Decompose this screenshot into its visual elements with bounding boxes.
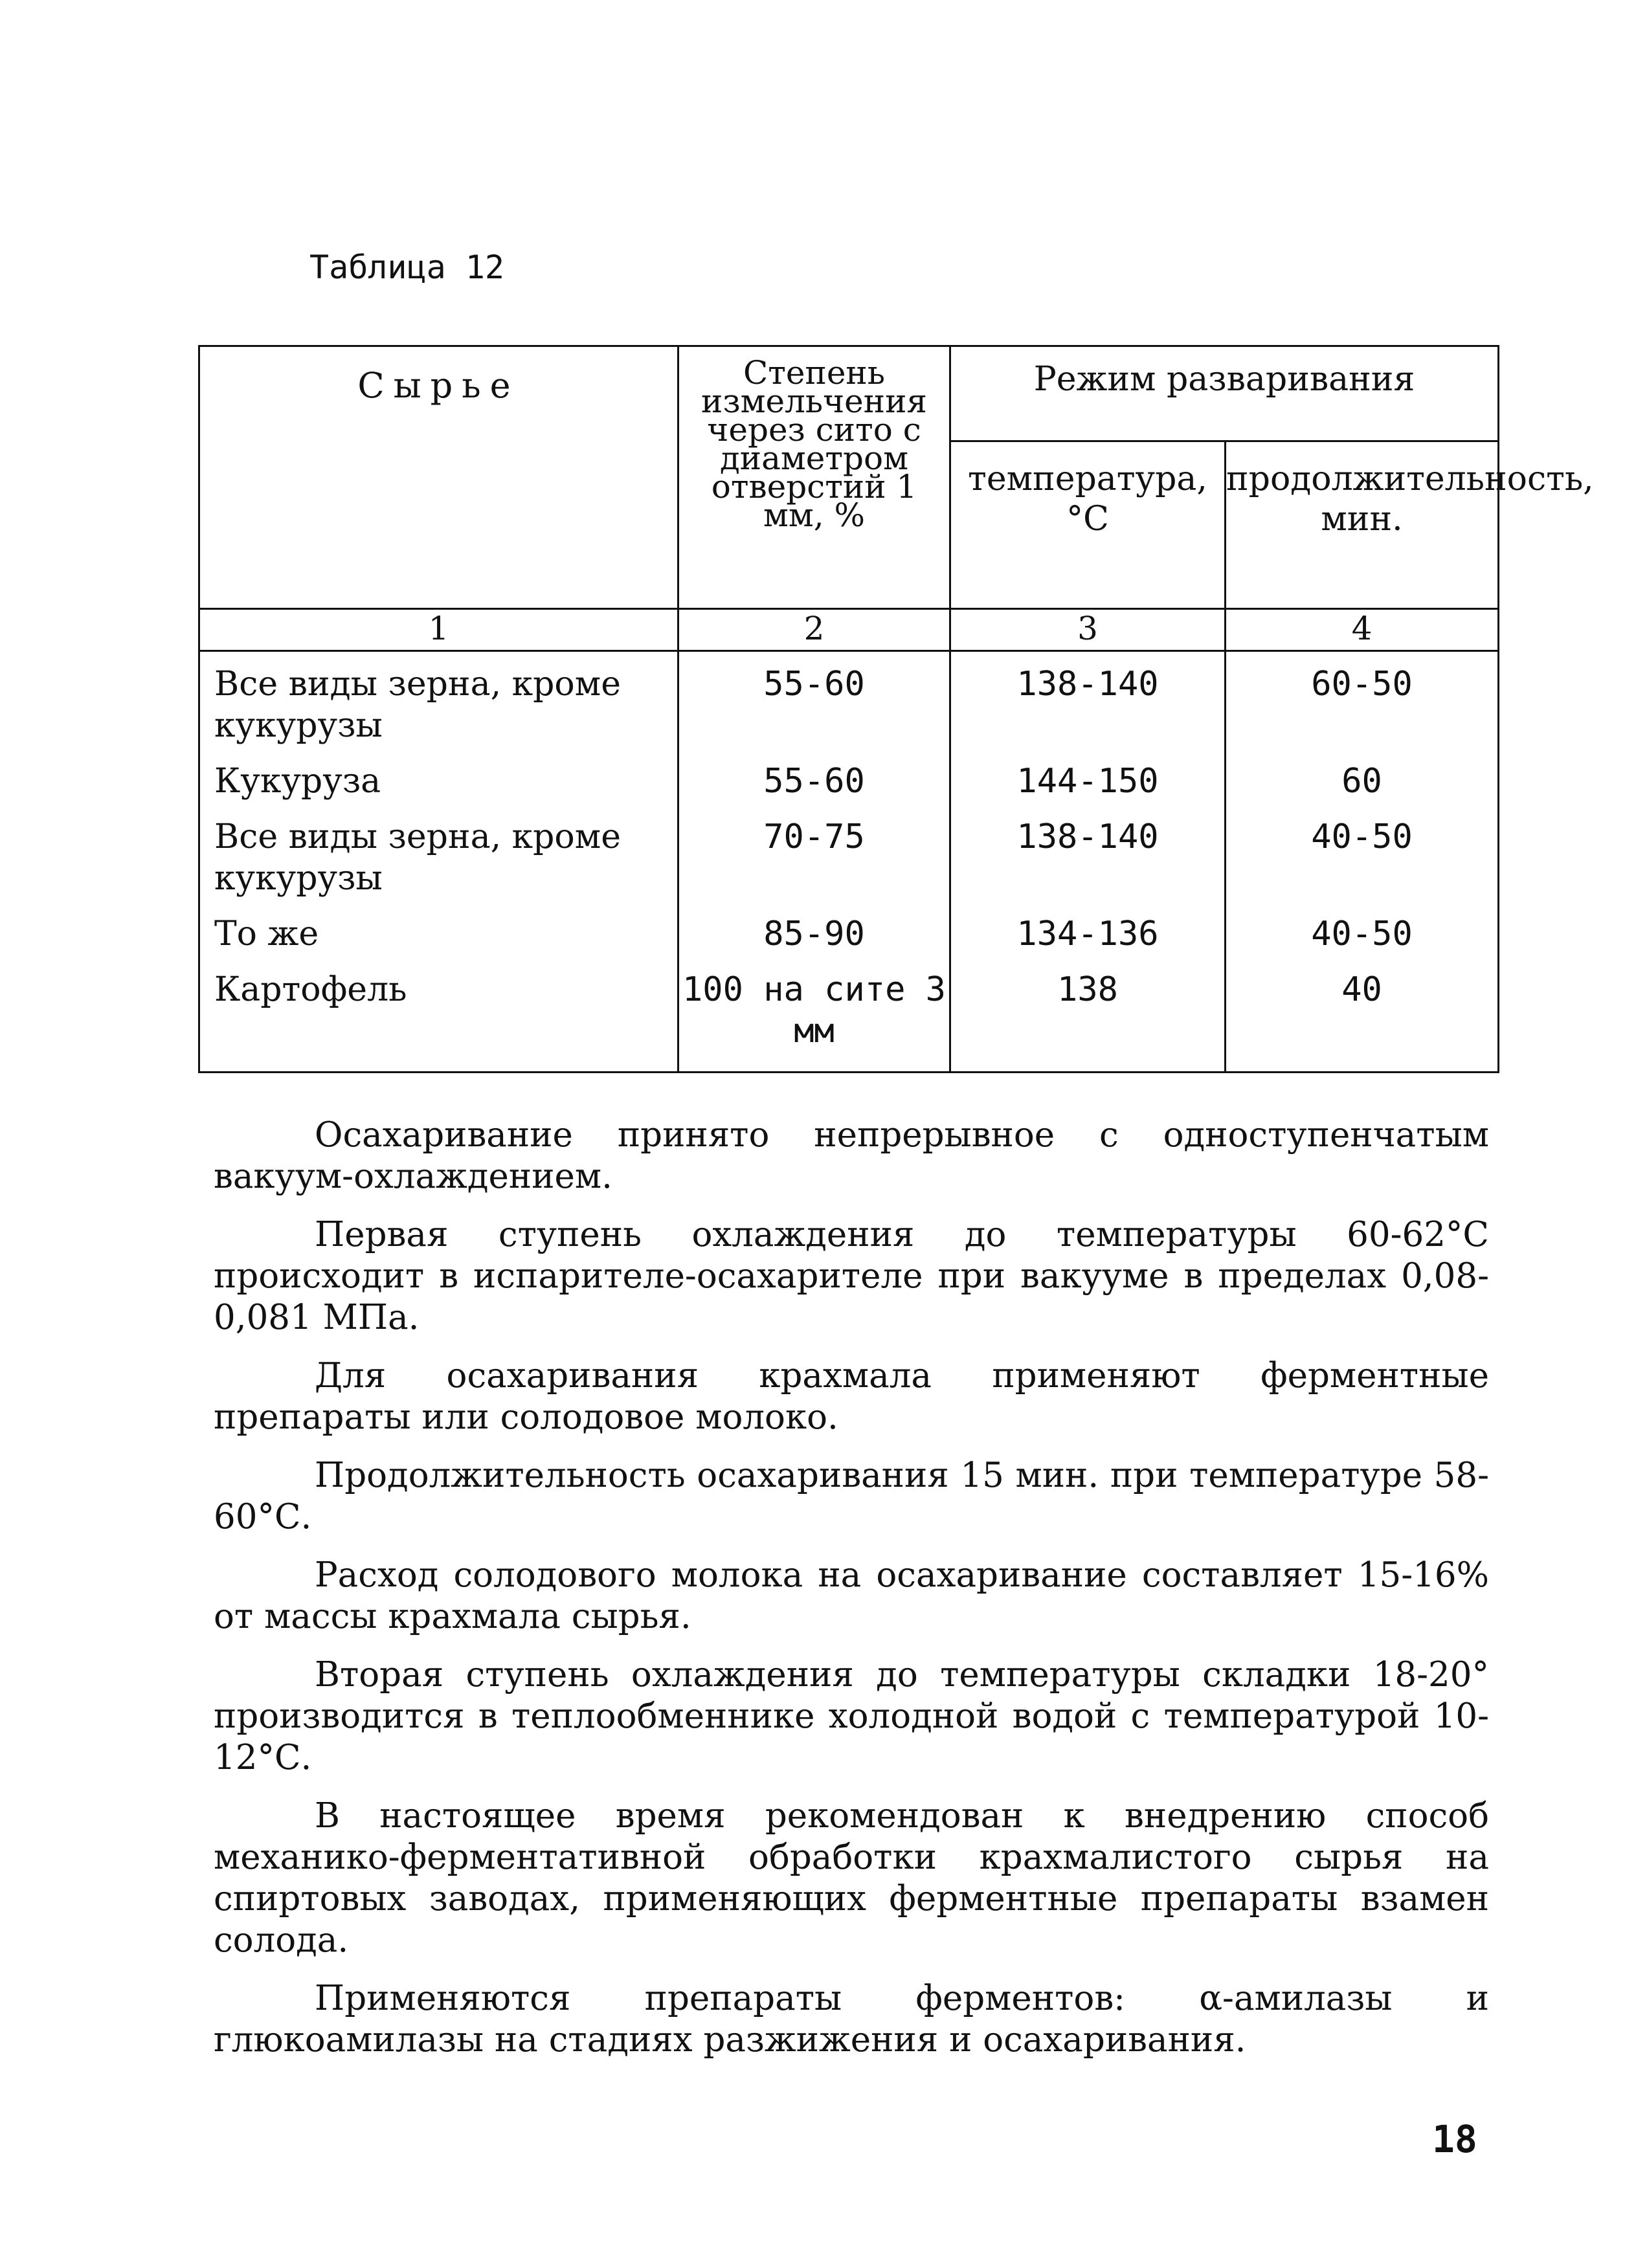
paragraph: В настоящее время рекомендован к внедрению способ механико-ферментативной обработки крахмалистого сырья на спиртовых заводах, применяющих ферментные препараты взамен солода. — [214, 1796, 1489, 1960]
cell-duration: 40 — [1226, 955, 1499, 1073]
table-row — [199, 899, 1499, 955]
cell-raw-material: Картофель — [199, 955, 678, 1073]
body-text — [214, 1115, 1489, 2078]
cell-grinding-degree: 55-60 — [678, 746, 950, 802]
cell-grinding-degree: 85-90 — [678, 899, 950, 955]
table-header — [199, 346, 1594, 651]
cell-duration: 60-50 — [1226, 651, 1499, 747]
table-body — [199, 651, 1499, 1073]
column-number: 2 — [678, 609, 950, 651]
page-number: 18 — [1432, 2117, 1477, 2161]
data-table — [198, 345, 1594, 1073]
header-duration: продолжительность, мин. — [1226, 441, 1499, 609]
column-number: 3 — [950, 609, 1226, 651]
cell-duration: 40-50 — [1226, 802, 1499, 899]
header-raw-material: Сырье — [199, 346, 678, 609]
cell-raw-material: Все виды зерна, кроме кукурузы — [199, 802, 678, 899]
header-temperature: температура, °С — [950, 441, 1226, 609]
table-row — [199, 651, 1499, 747]
paragraph: Осахаривание принято непрерывное с одноступенчатым вакуум-охлаждением. — [214, 1115, 1489, 1196]
cell-duration: 40-50 — [1226, 899, 1499, 955]
header-grinding-degree: Степень измельчения через сито с диаметром отверстий 1 мм, % — [678, 346, 950, 609]
cell-raw-material: То же — [199, 899, 678, 955]
cell-grinding-degree: 100 на сите 3 мм — [678, 955, 950, 1073]
paragraph: Для осахаривания крахмала применяют ферментные препараты или солодовое молоко. — [214, 1356, 1489, 1437]
paragraph: Расход солодового молока на осахаривание составляет 15-16% от массы крахмала сырья. — [214, 1555, 1489, 1636]
paragraph: Применяются препараты ферментов: α-амилазы и глюкоамилазы на стадиях разжижения и осахаривания. — [214, 1979, 1489, 2060]
table-row — [199, 955, 1499, 1073]
cell-raw-material: Кукуруза — [199, 746, 678, 802]
cell-grinding-degree: 70-75 — [678, 802, 950, 899]
column-number: 1 — [199, 609, 678, 651]
cell-temperature: 138-140 — [950, 802, 1226, 899]
cell-temperature: 138-140 — [950, 651, 1226, 747]
header-boiling-mode: Режим разваривания — [950, 346, 1499, 441]
paragraph: Вторая ступень охлаждения до температуры складки 18-20° производится в теплообменнике холодной водой с температурой 10-12°С. — [214, 1655, 1489, 1777]
column-number-row — [199, 609, 1499, 651]
cell-raw-material: Все виды зерна, кроме кукурузы — [199, 651, 678, 747]
paragraph: Первая ступень охлаждения до температуры 60-62°С происходит в испарителе-осахарителе при вакууме в пределах 0,08-0,081 МПа. — [214, 1215, 1489, 1337]
cell-temperature: 144-150 — [950, 746, 1226, 802]
cell-temperature: 134-136 — [950, 899, 1226, 955]
table-row — [199, 802, 1499, 899]
table-row — [199, 746, 1499, 802]
column-number: 4 — [1226, 609, 1499, 651]
table-caption: Таблица 12 — [309, 249, 505, 286]
cell-grinding-degree: 55-60 — [678, 651, 950, 747]
paragraph: Продолжительность осахаривания 15 мин. при температуре 58-60°С. — [214, 1456, 1489, 1537]
cell-duration: 60 — [1226, 746, 1499, 802]
cell-temperature: 138 — [950, 955, 1226, 1073]
